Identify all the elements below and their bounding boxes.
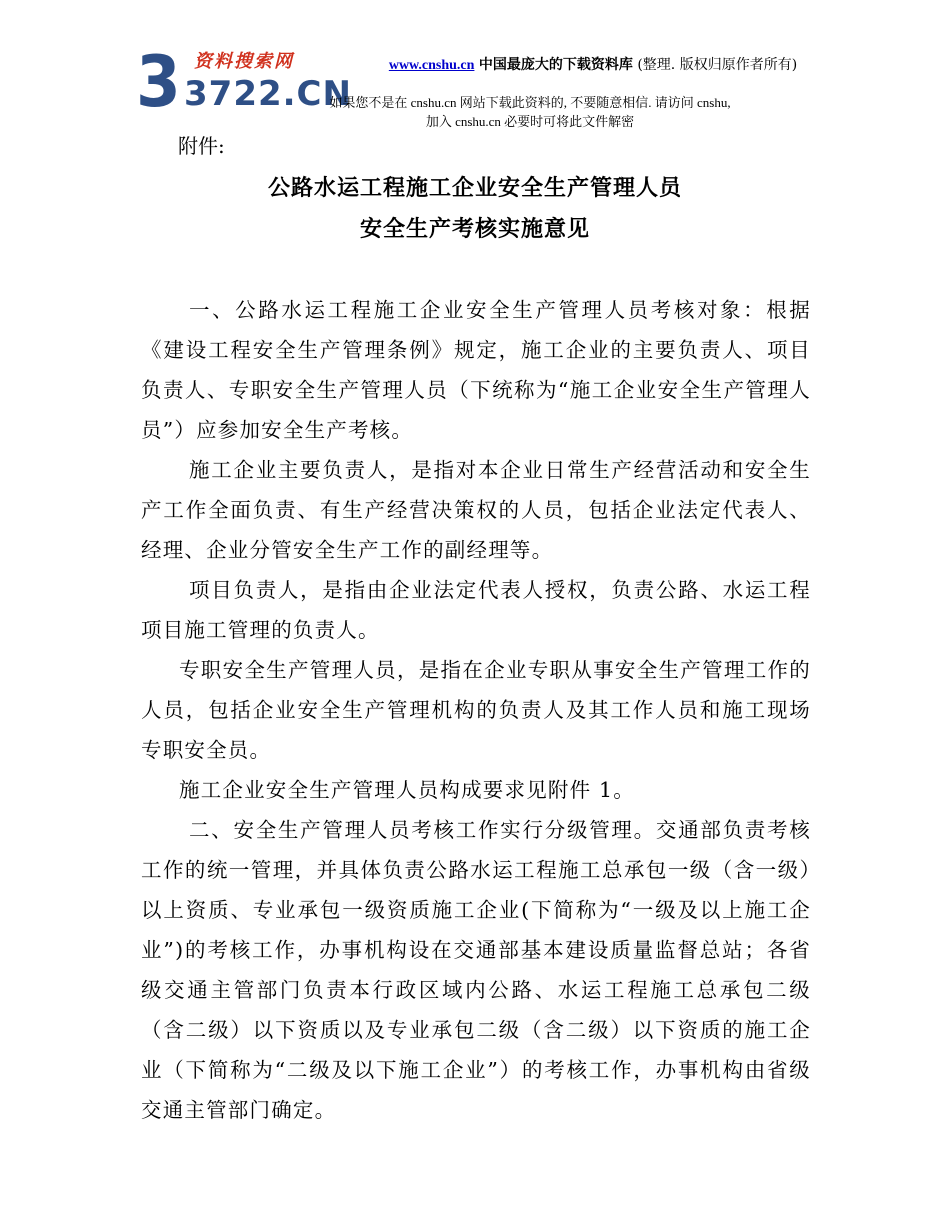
- paragraph-1: 一、公路水运工程施工企业安全生产管理人员考核对象：根据《建设工程安全生产管理条例》规定，施工企业的主要负责人、项目负责人、专职安全生产管理人员（下统称为“施工企业安全生产管理人员”）应参加安全生产考核。: [141, 298, 811, 442]
- site-logo: [136, 41, 352, 123]
- logo-domain: 3722.CN: [184, 74, 352, 114]
- paragraph-5: 施工企业安全生产管理人员构成要求见附件 1。: [179, 778, 635, 802]
- paragraph-2: 施工企业主要负责人，是指对本企业日常生产经营活动和安全生产工作全面负责、有生产经营决策权的人员，包括企业法定代表人、经理、企业分管安全生产工作的副经理等。: [141, 458, 811, 562]
- attachment-label: 附件:: [178, 134, 225, 158]
- paragraph-4: 专职安全生产管理人员，是指在企业专职从事安全生产管理工作的人员，包括企业安全生产管理机构的负责人及其工作人员和施工现场专职安全员。: [141, 658, 811, 762]
- paragraph-3: 项目负责人，是指由企业法定代表人授权，负责公路、水运工程项目施工管理的负责人。: [141, 578, 811, 642]
- logo-slogan: 资料搜索网: [194, 51, 294, 72]
- site-description: 中国最庞大的下载资料库: [478, 57, 633, 73]
- download-notice: [300, 93, 760, 131]
- notice-line-1: 如果您不是在 cnshu.cn 网站下载此资料的, 不要随意相信. 请访问 cnshu,: [329, 95, 731, 110]
- document-body: [141, 290, 811, 1130]
- header-line: [378, 56, 808, 75]
- document-title-line-2: 安全生产考核实施意见: [359, 217, 590, 242]
- copyright-note: (整理. 版权归原作者所有): [637, 57, 798, 73]
- notice-line-2: 加入 cnshu.cn 必要时可将此文件解密: [425, 114, 635, 129]
- site-link[interactable]: www.cnshu.cn: [388, 58, 475, 73]
- paragraph-6: 二、安全生产管理人员考核工作实行分级管理。交通部负责考核工作的统一管理，并具体负责公路水运工程施工总承包一级（含一级）以上资质、专业承包一级资质施工企业(下简称为“一级及以上施工企业”)的考核工作，办事机构设在交通部基本建设质量监督总站；各省级交通主管部门负责本行政区域内公路、水运工程施工总承包二级（含二级）以下资质以及专业承包二级（含二级）以下资质的施工企业（下简称为“二级及以下施工企业”）的考核工作，办事机构由省级交通主管部门确定。: [141, 818, 811, 1122]
- logo-number-three: 3: [136, 41, 181, 123]
- document-title-line-1: 公路水运工程施工企业安全生产管理人员: [267, 176, 682, 201]
